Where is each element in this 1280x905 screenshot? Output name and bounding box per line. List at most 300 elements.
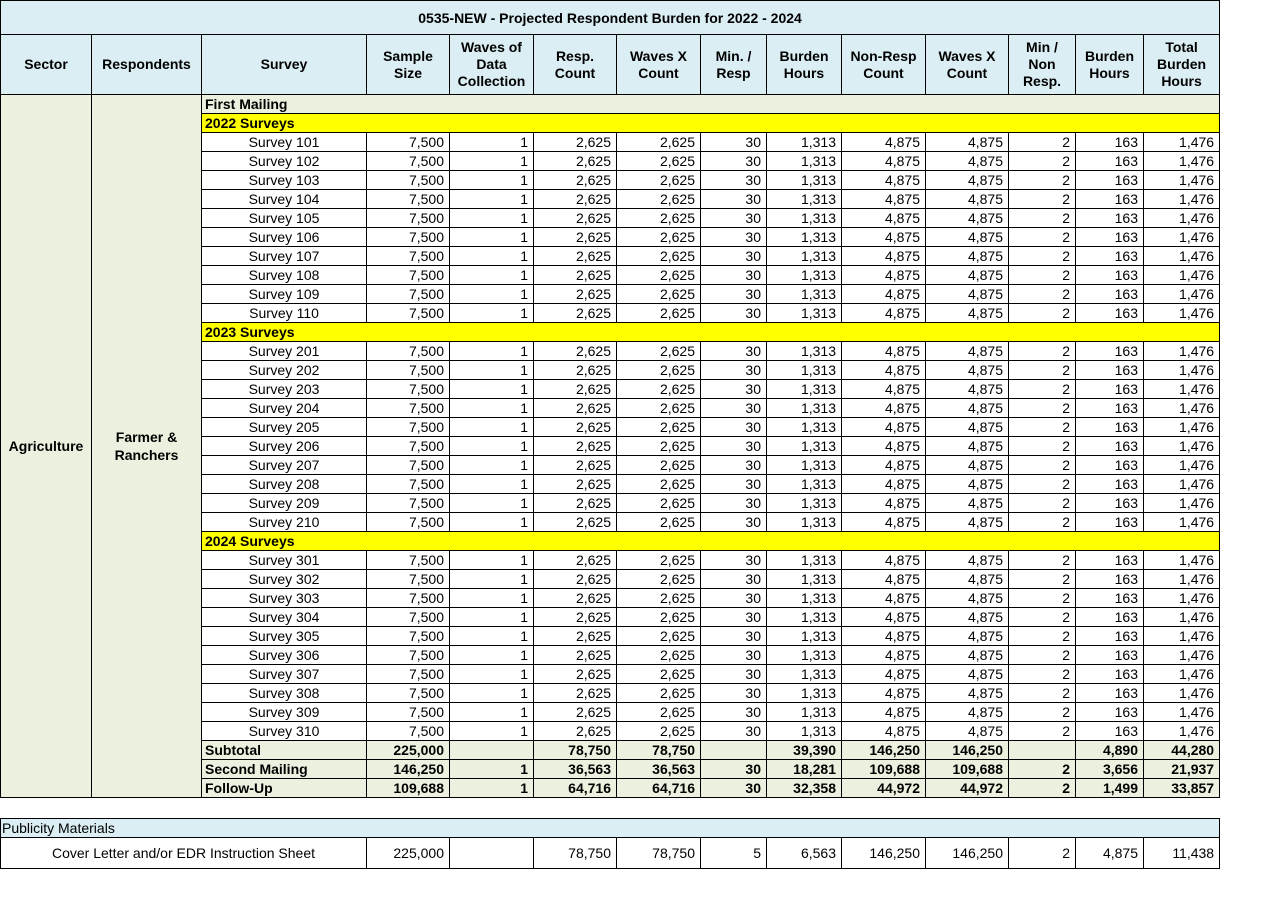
survey-name: Survey 101 xyxy=(202,133,367,152)
value-cell: 4,875 xyxy=(926,646,1009,665)
value-cell: 1,313 xyxy=(767,513,842,532)
value-cell: 4,875 xyxy=(926,475,1009,494)
survey-name: Survey 202 xyxy=(202,361,367,380)
value-cell: 1,313 xyxy=(767,551,842,570)
value-cell: 4,875 xyxy=(926,589,1009,608)
value-cell: 1,313 xyxy=(767,703,842,722)
value-cell: 163 xyxy=(1076,304,1144,323)
survey-name: Survey 301 xyxy=(202,551,367,570)
value-cell: 2,625 xyxy=(617,475,701,494)
value-cell: 1,313 xyxy=(767,190,842,209)
value-cell: 1,313 xyxy=(767,418,842,437)
value-cell: 7,500 xyxy=(367,589,450,608)
value-cell: 30 xyxy=(701,228,767,247)
value-cell: 2,625 xyxy=(617,190,701,209)
survey-name: Survey 307 xyxy=(202,665,367,684)
value-cell: 1,476 xyxy=(1144,437,1220,456)
value-cell: 4,875 xyxy=(926,342,1009,361)
value-cell: 2 xyxy=(1009,342,1076,361)
value-cell: 64,716 xyxy=(534,779,617,798)
spacer-row xyxy=(1,798,1220,819)
column-header: Min. / Resp xyxy=(701,35,767,95)
value-cell: 1,476 xyxy=(1144,380,1220,399)
value-cell: 32,358 xyxy=(767,779,842,798)
value-cell: 7,500 xyxy=(367,608,450,627)
cover-label: Cover Letter and/or EDR Instruction Sheet xyxy=(1,838,367,869)
value-cell: 1 xyxy=(450,551,534,570)
first-mailing-row xyxy=(1,95,1220,114)
value-cell: 1,313 xyxy=(767,722,842,741)
value-cell: 4,875 xyxy=(842,456,926,475)
section-label: First Mailing xyxy=(202,95,1220,114)
value-cell: 2 xyxy=(1009,152,1076,171)
value-cell: 4,875 xyxy=(926,285,1009,304)
value-cell: 2 xyxy=(1009,361,1076,380)
value-cell: 2,625 xyxy=(534,475,617,494)
survey-name: Survey 210 xyxy=(202,513,367,532)
survey-name: Survey 306 xyxy=(202,646,367,665)
value-cell: 163 xyxy=(1076,475,1144,494)
value-cell: 163 xyxy=(1076,684,1144,703)
respondents-cell: Farmer & Ranchers xyxy=(92,95,202,798)
value-cell: 4,875 xyxy=(842,152,926,171)
value-cell: 2,625 xyxy=(617,703,701,722)
value-cell: 1,313 xyxy=(767,456,842,475)
value-cell: 1,476 xyxy=(1144,361,1220,380)
value-cell: 7,500 xyxy=(367,437,450,456)
value-cell: 1 xyxy=(450,589,534,608)
value-cell: 163 xyxy=(1076,342,1144,361)
value-cell: 64,716 xyxy=(617,779,701,798)
value-cell: 2,625 xyxy=(534,627,617,646)
value-cell: 7,500 xyxy=(367,456,450,475)
value-cell: 2,625 xyxy=(617,684,701,703)
value-cell: 163 xyxy=(1076,703,1144,722)
value-cell: 4,875 xyxy=(842,437,926,456)
value-cell: 1 xyxy=(450,152,534,171)
value-cell: 1,313 xyxy=(767,627,842,646)
value-cell: 2,625 xyxy=(534,247,617,266)
value-cell xyxy=(1009,741,1076,760)
survey-name: Survey 205 xyxy=(202,418,367,437)
value-cell: 2 xyxy=(1009,304,1076,323)
value-cell: 163 xyxy=(1076,266,1144,285)
value-cell: 1,313 xyxy=(767,228,842,247)
value-cell: 30 xyxy=(701,513,767,532)
value-cell: 30 xyxy=(701,475,767,494)
value-cell: 30 xyxy=(701,171,767,190)
value-cell: 1,476 xyxy=(1144,475,1220,494)
value-cell: 1 xyxy=(450,342,534,361)
value-cell: 2,625 xyxy=(617,646,701,665)
value-cell: 2,625 xyxy=(534,190,617,209)
value-cell: 4,875 xyxy=(842,361,926,380)
value-cell: 36,563 xyxy=(617,760,701,779)
value-cell: 2,625 xyxy=(617,418,701,437)
value-cell: 2,625 xyxy=(534,551,617,570)
value-cell: 163 xyxy=(1076,437,1144,456)
value-cell: 2,625 xyxy=(534,437,617,456)
value-cell: 1,476 xyxy=(1144,399,1220,418)
value-cell: 30 xyxy=(701,304,767,323)
value-cell: 4,875 xyxy=(926,494,1009,513)
value-cell: 2,625 xyxy=(617,342,701,361)
value-cell: 7,500 xyxy=(367,361,450,380)
value-cell: 2,625 xyxy=(534,285,617,304)
value-cell: 4,875 xyxy=(842,589,926,608)
value-cell: 2,625 xyxy=(617,133,701,152)
value-cell: 2,625 xyxy=(534,456,617,475)
value-cell: 4,875 xyxy=(926,361,1009,380)
value-cell: 7,500 xyxy=(367,665,450,684)
value-cell: 2,625 xyxy=(534,608,617,627)
value-cell: 2,625 xyxy=(617,665,701,684)
value-cell xyxy=(701,741,767,760)
value-cell: 1 xyxy=(450,646,534,665)
value-cell: 4,875 xyxy=(842,608,926,627)
value-cell: 1,313 xyxy=(767,475,842,494)
value-cell: 163 xyxy=(1076,722,1144,741)
value-cell: 1,476 xyxy=(1144,665,1220,684)
value-cell: 7,500 xyxy=(367,285,450,304)
value-cell: 4,875 xyxy=(842,475,926,494)
value-cell: 2 xyxy=(1009,228,1076,247)
value-cell: 7,500 xyxy=(367,627,450,646)
value-cell: 1 xyxy=(450,760,534,779)
value-cell: 1,313 xyxy=(767,171,842,190)
value-cell: 1 xyxy=(450,608,534,627)
value-cell: 2 xyxy=(1009,838,1076,869)
value-cell: 1 xyxy=(450,665,534,684)
value-cell: 4,875 xyxy=(842,665,926,684)
survey-name: Survey 109 xyxy=(202,285,367,304)
survey-name: Survey 102 xyxy=(202,152,367,171)
value-cell: 1,499 xyxy=(1076,779,1144,798)
value-cell: 109,688 xyxy=(842,760,926,779)
value-cell: 7,500 xyxy=(367,703,450,722)
value-cell: 4,875 xyxy=(842,570,926,589)
value-cell: 7,500 xyxy=(367,228,450,247)
value-cell: 1,476 xyxy=(1144,285,1220,304)
value-cell: 2,625 xyxy=(534,171,617,190)
value-cell: 2,625 xyxy=(617,722,701,741)
value-cell: 1,476 xyxy=(1144,190,1220,209)
value-cell: 7,500 xyxy=(367,171,450,190)
value-cell: 2,625 xyxy=(534,665,617,684)
value-cell: 1 xyxy=(450,513,534,532)
column-header: Sector xyxy=(1,35,92,95)
value-cell: 2,625 xyxy=(617,437,701,456)
value-cell: 163 xyxy=(1076,513,1144,532)
value-cell: 4,875 xyxy=(842,380,926,399)
value-cell: 7,500 xyxy=(367,266,450,285)
value-cell: 1,476 xyxy=(1144,171,1220,190)
table-title: 0535-NEW - Projected Respondent Burden for 2022 - 2024 xyxy=(1,1,1220,35)
value-cell: 1,476 xyxy=(1144,570,1220,589)
value-cell: 4,875 xyxy=(842,703,926,722)
value-cell: 7,500 xyxy=(367,190,450,209)
value-cell: 30 xyxy=(701,342,767,361)
value-cell: 1 xyxy=(450,285,534,304)
value-cell: 2 xyxy=(1009,589,1076,608)
value-cell: 44,972 xyxy=(926,779,1009,798)
column-header: Non-Resp Count xyxy=(842,35,926,95)
value-cell: 1,476 xyxy=(1144,684,1220,703)
survey-name: Survey 203 xyxy=(202,380,367,399)
value-cell: 30 xyxy=(701,722,767,741)
value-cell: 4,875 xyxy=(842,285,926,304)
value-cell: 2,625 xyxy=(617,551,701,570)
value-cell: 30 xyxy=(701,665,767,684)
value-cell: 30 xyxy=(701,361,767,380)
value-cell: 1,313 xyxy=(767,494,842,513)
value-cell: 2,625 xyxy=(534,513,617,532)
value-cell: 36,563 xyxy=(534,760,617,779)
value-cell: 2,625 xyxy=(617,209,701,228)
column-header: Sample Size xyxy=(367,35,450,95)
value-cell: 6,563 xyxy=(767,838,842,869)
value-cell: 4,875 xyxy=(926,418,1009,437)
value-cell: 4,875 xyxy=(842,228,926,247)
survey-name: Survey 308 xyxy=(202,684,367,703)
value-cell: 1,476 xyxy=(1144,266,1220,285)
survey-name: Survey 305 xyxy=(202,627,367,646)
value-cell: 30 xyxy=(701,608,767,627)
survey-name: Survey 206 xyxy=(202,437,367,456)
value-cell: 4,875 xyxy=(926,627,1009,646)
value-cell: 2,625 xyxy=(617,228,701,247)
value-cell: 2 xyxy=(1009,722,1076,741)
value-cell: 146,250 xyxy=(926,838,1009,869)
value-cell: 2 xyxy=(1009,760,1076,779)
value-cell: 4,875 xyxy=(842,171,926,190)
value-cell: 1 xyxy=(450,171,534,190)
value-cell: 1,476 xyxy=(1144,133,1220,152)
value-cell: 1 xyxy=(450,266,534,285)
value-cell: 163 xyxy=(1076,285,1144,304)
value-cell: 2 xyxy=(1009,665,1076,684)
value-cell: 2,625 xyxy=(534,646,617,665)
value-cell: 33,857 xyxy=(1144,779,1220,798)
value-cell: 4,875 xyxy=(842,342,926,361)
value-cell: 2 xyxy=(1009,779,1076,798)
value-cell: 2 xyxy=(1009,399,1076,418)
value-cell: 2,625 xyxy=(534,133,617,152)
value-cell: 1 xyxy=(450,304,534,323)
value-cell: 1,313 xyxy=(767,361,842,380)
value-cell: 1 xyxy=(450,779,534,798)
value-cell: 30 xyxy=(701,589,767,608)
sector-cell: Agriculture xyxy=(1,95,92,798)
value-cell: 30 xyxy=(701,380,767,399)
value-cell: 30 xyxy=(701,152,767,171)
column-header: Burden Hours xyxy=(767,35,842,95)
value-cell: 2 xyxy=(1009,209,1076,228)
value-cell: 30 xyxy=(701,418,767,437)
value-cell: 1,476 xyxy=(1144,494,1220,513)
value-cell: 1,313 xyxy=(767,247,842,266)
column-header: Resp. Count xyxy=(534,35,617,95)
value-cell: 1 xyxy=(450,209,534,228)
value-cell: 1,476 xyxy=(1144,247,1220,266)
value-cell: 4,875 xyxy=(842,646,926,665)
value-cell: 2 xyxy=(1009,133,1076,152)
column-header: Waves X Count xyxy=(926,35,1009,95)
value-cell: 109,688 xyxy=(367,779,450,798)
value-cell: 2,625 xyxy=(534,380,617,399)
value-cell: 7,500 xyxy=(367,247,450,266)
survey-name: Survey 107 xyxy=(202,247,367,266)
value-cell: 1 xyxy=(450,361,534,380)
value-cell: 4,875 xyxy=(926,266,1009,285)
value-cell: 2,625 xyxy=(534,570,617,589)
value-cell: 30 xyxy=(701,684,767,703)
value-cell: 2 xyxy=(1009,247,1076,266)
value-cell: 2,625 xyxy=(534,703,617,722)
value-cell: 163 xyxy=(1076,133,1144,152)
value-cell: 1,476 xyxy=(1144,304,1220,323)
value-cell: 163 xyxy=(1076,665,1144,684)
value-cell: 2,625 xyxy=(534,361,617,380)
value-cell: 2,625 xyxy=(617,266,701,285)
value-cell: 4,875 xyxy=(926,456,1009,475)
publicity-label: Publicity Materials xyxy=(1,819,1220,838)
value-cell xyxy=(450,838,534,869)
value-cell: 7,500 xyxy=(367,304,450,323)
value-cell: 30 xyxy=(701,627,767,646)
value-cell: 1 xyxy=(450,475,534,494)
header-row xyxy=(1,35,1220,95)
value-cell: 1 xyxy=(450,399,534,418)
summary-label: Second Mailing xyxy=(202,760,367,779)
value-cell: 78,750 xyxy=(617,838,701,869)
value-cell: 7,500 xyxy=(367,209,450,228)
value-cell: 4,875 xyxy=(842,551,926,570)
value-cell: 1 xyxy=(450,722,534,741)
value-cell: 4,875 xyxy=(926,608,1009,627)
value-cell: 1,476 xyxy=(1144,418,1220,437)
value-cell: 2,625 xyxy=(617,171,701,190)
value-cell: 2 xyxy=(1009,513,1076,532)
summary-label: Follow-Up xyxy=(202,779,367,798)
value-cell: 4,875 xyxy=(1076,838,1144,869)
value-cell: 4,875 xyxy=(842,190,926,209)
value-cell: 1,313 xyxy=(767,570,842,589)
value-cell: 1,476 xyxy=(1144,608,1220,627)
value-cell: 3,656 xyxy=(1076,760,1144,779)
value-cell: 146,250 xyxy=(842,838,926,869)
value-cell: 30 xyxy=(701,760,767,779)
value-cell: 2,625 xyxy=(534,722,617,741)
value-cell: 2,625 xyxy=(617,304,701,323)
value-cell: 30 xyxy=(701,703,767,722)
value-cell: 2,625 xyxy=(534,209,617,228)
value-cell: 30 xyxy=(701,456,767,475)
value-cell: 4,875 xyxy=(842,247,926,266)
value-cell: 2,625 xyxy=(534,494,617,513)
value-cell: 4,875 xyxy=(926,228,1009,247)
publicity-row xyxy=(1,819,1220,838)
value-cell: 4,875 xyxy=(926,209,1009,228)
value-cell: 4,875 xyxy=(842,684,926,703)
value-cell: 2,625 xyxy=(617,494,701,513)
survey-name: Survey 110 xyxy=(202,304,367,323)
value-cell: 2,625 xyxy=(617,399,701,418)
value-cell: 1,313 xyxy=(767,209,842,228)
value-cell: 1,476 xyxy=(1144,209,1220,228)
value-cell: 1,313 xyxy=(767,266,842,285)
value-cell: 1 xyxy=(450,703,534,722)
value-cell: 4,875 xyxy=(842,494,926,513)
column-header: Survey xyxy=(202,35,367,95)
value-cell: 4,875 xyxy=(926,304,1009,323)
spacer-cell xyxy=(1,798,1220,819)
value-cell: 2,625 xyxy=(617,247,701,266)
survey-name: Survey 207 xyxy=(202,456,367,475)
value-cell: 163 xyxy=(1076,646,1144,665)
value-cell: 163 xyxy=(1076,380,1144,399)
value-cell: 4,875 xyxy=(926,551,1009,570)
value-cell: 1,313 xyxy=(767,589,842,608)
value-cell: 163 xyxy=(1076,627,1144,646)
value-cell: 1,313 xyxy=(767,437,842,456)
value-cell: 4,875 xyxy=(926,133,1009,152)
survey-name: Survey 204 xyxy=(202,399,367,418)
value-cell: 2,625 xyxy=(534,266,617,285)
value-cell: 1,476 xyxy=(1144,589,1220,608)
year-label: 2022 Surveys xyxy=(202,114,1220,133)
value-cell: 30 xyxy=(701,570,767,589)
value-cell: 163 xyxy=(1076,152,1144,171)
value-cell: 4,875 xyxy=(842,513,926,532)
value-cell: 44,972 xyxy=(842,779,926,798)
value-cell: 2 xyxy=(1009,190,1076,209)
value-cell: 2,625 xyxy=(534,342,617,361)
value-cell: 163 xyxy=(1076,418,1144,437)
value-cell: 2,625 xyxy=(534,304,617,323)
value-cell: 2 xyxy=(1009,475,1076,494)
value-cell: 1,313 xyxy=(767,342,842,361)
column-header: Total Burden Hours xyxy=(1144,35,1220,95)
value-cell: 163 xyxy=(1076,399,1144,418)
value-cell: 163 xyxy=(1076,551,1144,570)
value-cell: 225,000 xyxy=(367,838,450,869)
value-cell: 2,625 xyxy=(534,152,617,171)
value-cell: 2,625 xyxy=(617,570,701,589)
value-cell: 2,625 xyxy=(617,361,701,380)
value-cell: 163 xyxy=(1076,190,1144,209)
value-cell: 4,875 xyxy=(926,437,1009,456)
value-cell: 2 xyxy=(1009,266,1076,285)
value-cell: 30 xyxy=(701,133,767,152)
survey-name: Survey 208 xyxy=(202,475,367,494)
value-cell: 7,500 xyxy=(367,380,450,399)
value-cell: 21,937 xyxy=(1144,760,1220,779)
value-cell: 4,875 xyxy=(926,684,1009,703)
value-cell: 2 xyxy=(1009,380,1076,399)
value-cell: 1,476 xyxy=(1144,342,1220,361)
value-cell: 4,875 xyxy=(926,380,1009,399)
value-cell: 1,476 xyxy=(1144,627,1220,646)
summary-label: Subtotal xyxy=(202,741,367,760)
value-cell: 2,625 xyxy=(617,513,701,532)
value-cell: 1,313 xyxy=(767,646,842,665)
value-cell: 7,500 xyxy=(367,722,450,741)
value-cell: 7,500 xyxy=(367,494,450,513)
value-cell: 7,500 xyxy=(367,418,450,437)
value-cell: 30 xyxy=(701,437,767,456)
value-cell: 1,476 xyxy=(1144,456,1220,475)
